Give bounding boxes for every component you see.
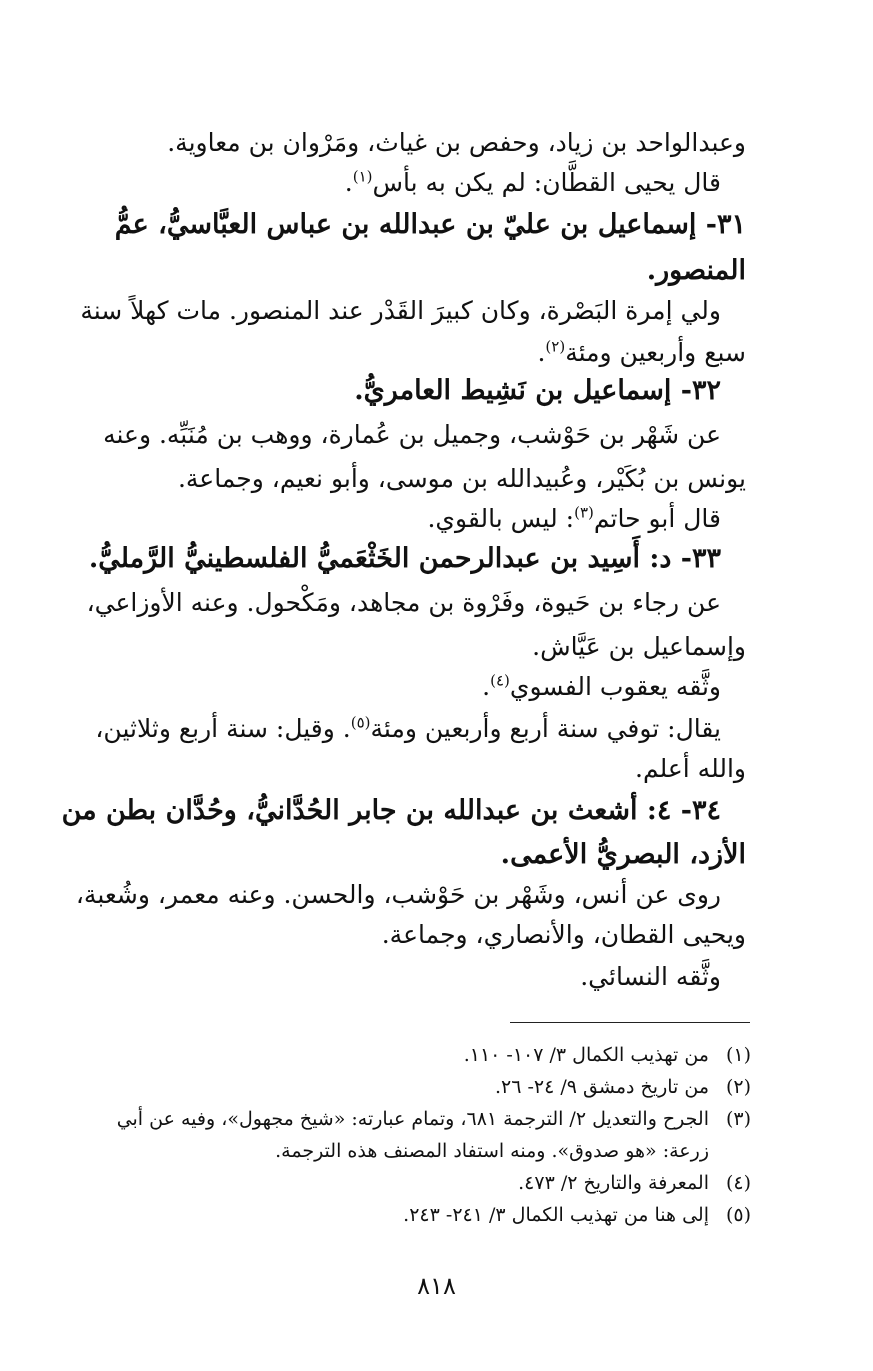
text-line: ويحيى القطان، والأنصاري، وجماعة. <box>381 920 746 949</box>
footnote-number: (١) <box>725 1044 751 1066</box>
entry-heading: ٣٤- ٤: أشعث بن عبدالله بن جابر الحُدَّانيُّ، وحُدَّان بطن من <box>61 795 721 826</box>
entry-heading: ٣١- إسماعيل بن عليّ بن عبدالله بن عباس العبَّاسيُّ، عمُّ <box>114 209 746 240</box>
footnote-number: (٤) <box>725 1172 751 1194</box>
text-line: قال أبو حاتم$^{(٣)}$: ليس بالقوي. <box>427 503 721 533</box>
footnote-ref[interactable]: (٣) <box>574 503 594 522</box>
footnote-ref[interactable]: (٤) <box>490 671 510 690</box>
text-line: يقال: توفي سنة أربع وأربعين ومئة$^{(٥)}$. وقيل: سنة أربع وثلاثين، <box>95 713 721 743</box>
text-line: وإسماعيل بن عَيَّاش. <box>532 632 746 661</box>
footnote-ref[interactable]: (٢) <box>545 337 566 356</box>
footnote-ref[interactable]: (١) <box>352 167 373 186</box>
footnote-text: من تاريخ دمشق ٩/ ٢٤- ٢٦. <box>494 1076 709 1098</box>
text-line: وثَّقه يعقوب الفسوي$^{(٤)}$. <box>482 671 721 701</box>
entry-heading-cont: المنصور. <box>646 255 746 286</box>
text-line: عن رجاء بن حَيوة، وفَرْوة بن مجاهد، ومَكْحول. وعنه الأوزاعي، <box>86 588 721 617</box>
page-number: ٨١٨ <box>417 1272 456 1300</box>
entry-heading: ٣٣- د: أَسِيد بن عبدالرحمن الخَثْعَميُّ الفلسطينيُّ الرَّمليُّ. <box>88 543 721 574</box>
text-line: والله أعلم. <box>635 754 746 783</box>
text-line: يونس بن بُكَيْر، وعُبيدالله بن موسى، وأبو نعيم، وجماعة. <box>177 464 746 493</box>
text-line: ولي إمرة البَصْرة، وكان كبيرَ القَدْر عند المنصور. مات كهلاً سنة <box>80 296 721 325</box>
footnote-divider <box>510 1022 750 1023</box>
text-line: عن شَهْر بن حَوْشب، وجميل بن عُمارة، ووهب بن مُنَبِّه. وعنه <box>103 420 721 449</box>
text-line: روى عن أنس، وشَهْر بن حَوْشب، والحسن. وعنه معمر، وشُعبة، <box>75 880 721 909</box>
footnote-number: (٢) <box>725 1076 751 1098</box>
text-line: وعبدالواحد بن زياد، وحفص بن غياث، ومَرْوان بن معاوية. <box>167 128 746 157</box>
footnote-text: الجرح والتعديل ٢/ الترجمة ٦٨١، وتمام عبارته: «شيخ مجهول»، وفيه عن أبي <box>116 1108 709 1130</box>
text-line: سبع وأربعين ومئة$^{(٢)}$. <box>537 337 746 367</box>
footnote-text: المعرفة والتاريخ ٢/ ٤٧٣. <box>518 1172 709 1194</box>
footnote-number: (٥) <box>725 1204 751 1226</box>
footnote-text: زرعة: «هو صدوق». ومنه استفاد المصنف هذه الترجمة. <box>275 1140 709 1162</box>
entry-heading-cont: الأزد، البصريُّ الأعمى. <box>500 839 746 870</box>
footnote-number: (٣) <box>725 1108 751 1130</box>
footnote-text: من تهذيب الكمال ٣/ ١٠٧- ١١٠. <box>463 1044 709 1066</box>
entry-heading: ٣٢- إسماعيل بن نَشِيط العامريُّ. <box>354 375 721 406</box>
footnote-text: إلى هنا من تهذيب الكمال ٣/ ٢٤١- ٢٤٣. <box>403 1204 709 1226</box>
text-line: قال يحيى القطَّان: لم يكن به بأس$^{(١)}$. <box>344 167 721 197</box>
footnote-ref[interactable]: (٥) <box>350 713 371 732</box>
text-line: وثَّقه النسائي. <box>580 962 721 991</box>
